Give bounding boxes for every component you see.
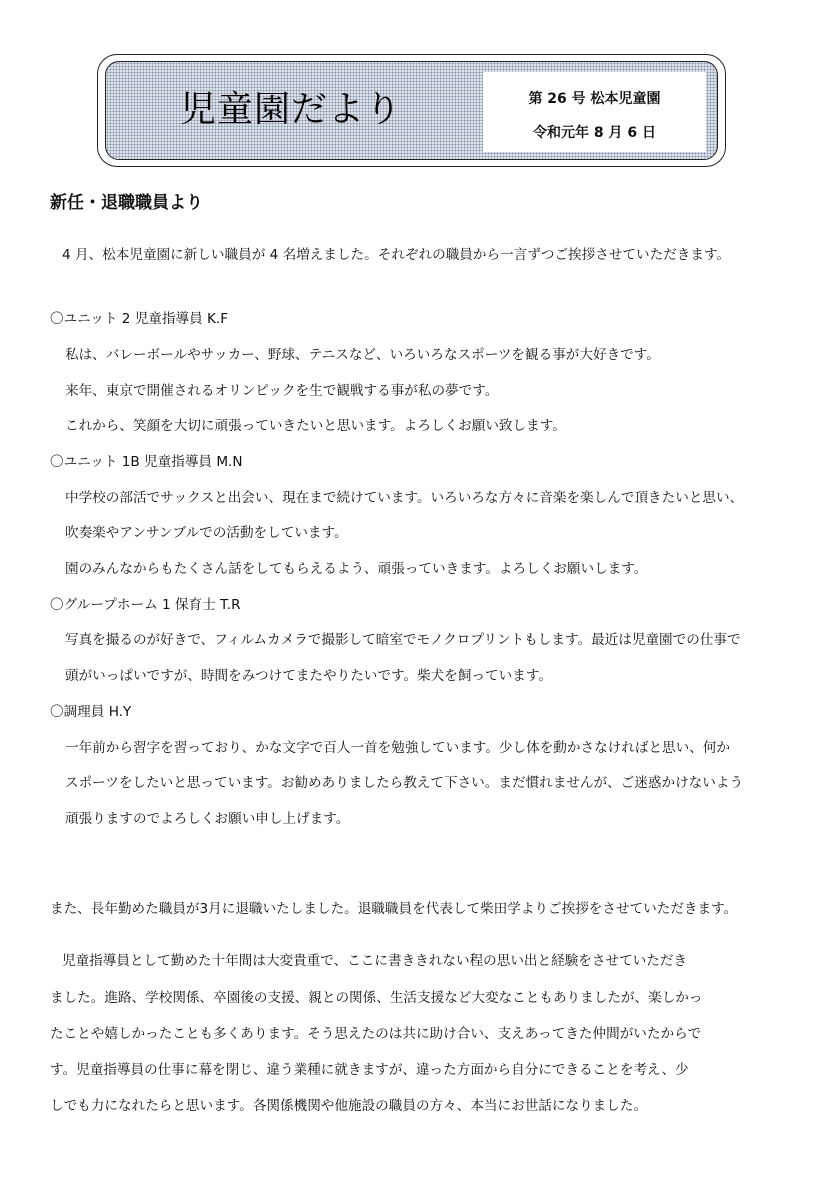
staff-4-line-2: スポーツをしたいと思っています。お勧めありましたら教えて下さい。まだ慣れませんが、ご迷惑かけないよう bbox=[65, 775, 744, 791]
retirement-line-2: ました。進路、学校関係、卒園後の支援、親との関係、生活支援など大変なこともありましたが、楽しかっ bbox=[50, 990, 703, 1006]
staff-2-line-3: 園のみんなからもたくさん話をしてもらえるよう、頑張っていきます。よろしくお願いします。 bbox=[65, 561, 648, 577]
staff-heading-2: 〇ユニット 1B 児童指導員 M.N bbox=[50, 454, 243, 470]
issue-info-box bbox=[483, 72, 706, 152]
intro-text: 4 月、松本児童園に新しい職員が 4 名増えました。それぞれの職員から一言ずつご挨拶させていただきます。 bbox=[62, 247, 731, 263]
retirement-line-5: しでも力になれたらと思います。各関係機関や他施設の職員の方々、本当にお世話になりました。 bbox=[50, 1098, 648, 1114]
staff-3-line-2: 頭がいっぱいですが、時間をみつけてまたやりたいです。柴犬を飼っています。 bbox=[65, 668, 552, 684]
retirement-line-4: す。児童指導員の仕事に幕を閉じ、違う業種に就きますが、違った方面から自分にできることを考え、少 bbox=[50, 1062, 689, 1078]
staff-3-line-1: 写真を撮るのが好きで、フィルムカメラで撮影して暗室でモノクロプリントもします。最近は児童園での仕事で bbox=[65, 632, 741, 648]
staff-2-line-1: 中学校の部活でサックスと出会い、現在まで続けています。いろいろな方々に音楽を楽しんで頂きたいと思い、 bbox=[65, 490, 744, 506]
retirement-line-1: 児童指導員として勤めた十年間は大変貴重で、ここに書ききれない程の思い出と経験をさせていただき bbox=[62, 953, 688, 969]
section-heading: 新任・退職職員より bbox=[50, 193, 203, 213]
staff-1-line-3: これから、笑顔を大切に頑張っていきたいと思います。よろしくお願い致します。 bbox=[65, 418, 566, 434]
staff-heading-1: 〇ユニット 2 児童指導員 K.F bbox=[50, 311, 229, 327]
issue-date: 令和元年 8 月 6 日 bbox=[533, 125, 656, 141]
retirement-intro: また、長年勤めた職員が3月に退職いたしました。退職職員を代表して柴田学よりご挨拶をさせていただきます。 bbox=[50, 901, 738, 917]
staff-heading-4: 〇調理員 H.Y bbox=[50, 704, 132, 720]
staff-4-line-3: 頑張りますのでよろしくお願い申し上げます。 bbox=[65, 811, 350, 827]
newsletter-title: 児童園だより bbox=[180, 89, 403, 130]
staff-4-line-1: 一年前から習字を習っており、かな文字で百人一首を勉強しています。少し体を動かさなければと思い、何か bbox=[65, 740, 731, 756]
staff-2-line-2: 吹奏楽やアンサンブルでの活動をしています。 bbox=[65, 525, 348, 541]
staff-1-line-1: 私は、バレーボールやサッカー、野球、テニスなど、いろいろなスポーツを観る事が大好きです。 bbox=[65, 347, 660, 363]
staff-heading-3: 〇グループホーム 1 保育士 T.R bbox=[50, 597, 241, 613]
issue-number: 第 26 号 松本児童園 bbox=[528, 91, 661, 107]
retirement-line-3: たことや嬉しかったことも多くあります。そう思えたのは共に助け合い、支えあってきた仲間がいたからで bbox=[50, 1026, 702, 1042]
staff-1-line-2: 来年、東京で開催されるオリンピックを生で観戦する事が私の夢です。 bbox=[65, 383, 499, 399]
